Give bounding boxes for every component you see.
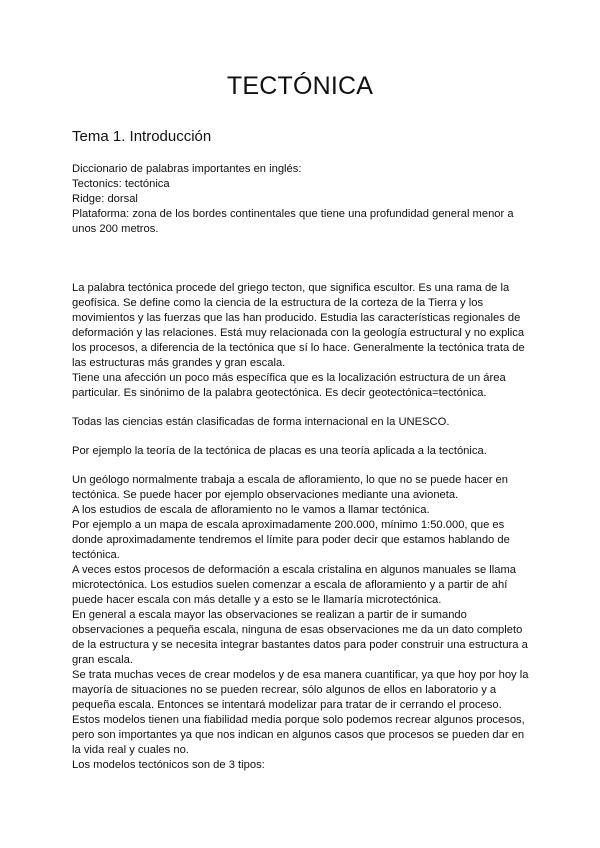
paragraph: Por ejemplo la teoría de la tectónica de placas es una teoría aplicada a la tectónica. bbox=[72, 445, 487, 457]
section-heading: Tema 1. Introducción bbox=[72, 128, 212, 145]
paragraph: Estos modelos tienen una fiabilidad media porque solo podemos recrear algunos procesos, pero son importantes ya que nos indican en algunos casos que procesos se pueden dar en la vida real y cuales no. bbox=[72, 714, 525, 756]
document-title: TECTÓNICA bbox=[226, 72, 374, 100]
glossary-item: Ridge: dorsal bbox=[72, 193, 138, 205]
glossary-item: Tectonics: tectónica bbox=[72, 178, 170, 190]
paragraph: La palabra tectónica procede del griego tecton, que significa escultor. Es una rama de la geofísica. Se define como la ciencia de la estructura de la corteza de la Tierra y los movimientos y las fuerzas que las han producido. Estudia las características regionales de deformación y las relaciones. Está muy relacionada con la geología estructural y no explica los procesos, a diferencia de la tectónica que sí lo hace. Generalmente la tectónica trata de las estructuras más grandes y gran escala. bbox=[72, 282, 525, 369]
paragraph: En general a escala mayor las observaciones se realizan a partir de ir sumando observaciones a pequeña escala, ninguna de esas observaciones me da un dato completo de la estructura y se necesita integrar bastantes datos para poder construir una estructura a gran escala. bbox=[72, 609, 528, 666]
paragraph: A veces estos procesos de deformación a escala cristalina en algunos manuales se llama microtectónica. Los estudios suelen comenzar a escala de afloramiento y a partir de ahí puede hacer escala con más detalle y a esto se le llamaría microtectónica. bbox=[72, 564, 517, 606]
document-body bbox=[72, 162, 534, 773]
paragraph: Todas las ciencias están clasificadas de forma internacional en la UNESCO. bbox=[72, 416, 450, 428]
paragraph: Un geólogo normalmente trabaja a escala de afloramiento, lo que no se puede hacer en tectónica. Se puede hacer por ejemplo observaciones mediante una avioneta. bbox=[72, 474, 508, 501]
glossary-heading: Diccionario de palabras importantes en inglés: bbox=[72, 163, 302, 175]
paragraph: Por ejemplo a un mapa de escala aproximadamente 200.000, mínimo 1:50.000, que es donde aproximadamente tendremos el límite para poder decir que estamos hablando de tectónica. bbox=[72, 519, 510, 561]
paragraph: Los modelos tectónicos son de 3 tipos: bbox=[72, 759, 265, 771]
paragraph: A los estudios de escala de afloramiento no le vamos a llamar tectónica. bbox=[72, 504, 430, 516]
glossary-item: Plataforma: zona de los bordes continentales que tiene una profundidad general menor a unos 200 metros. bbox=[72, 208, 514, 235]
paragraph: Se trata muchas veces de crear modelos y de esa manera cuantificar, ya que hoy por hoy la mayoría de situaciones no se pueden recrear, sólo algunos de ellos en laboratorio y a pequeña escala. Entonces se intentará modelizar para tratar de ir cerrando el proceso. bbox=[72, 669, 529, 711]
paragraph: Tiene una afección un poco más específica que es la localización estructura de un área particular. Es sinónimo de la palabra geotectónica. Es decir geotectónica=tectónica. bbox=[72, 372, 506, 399]
